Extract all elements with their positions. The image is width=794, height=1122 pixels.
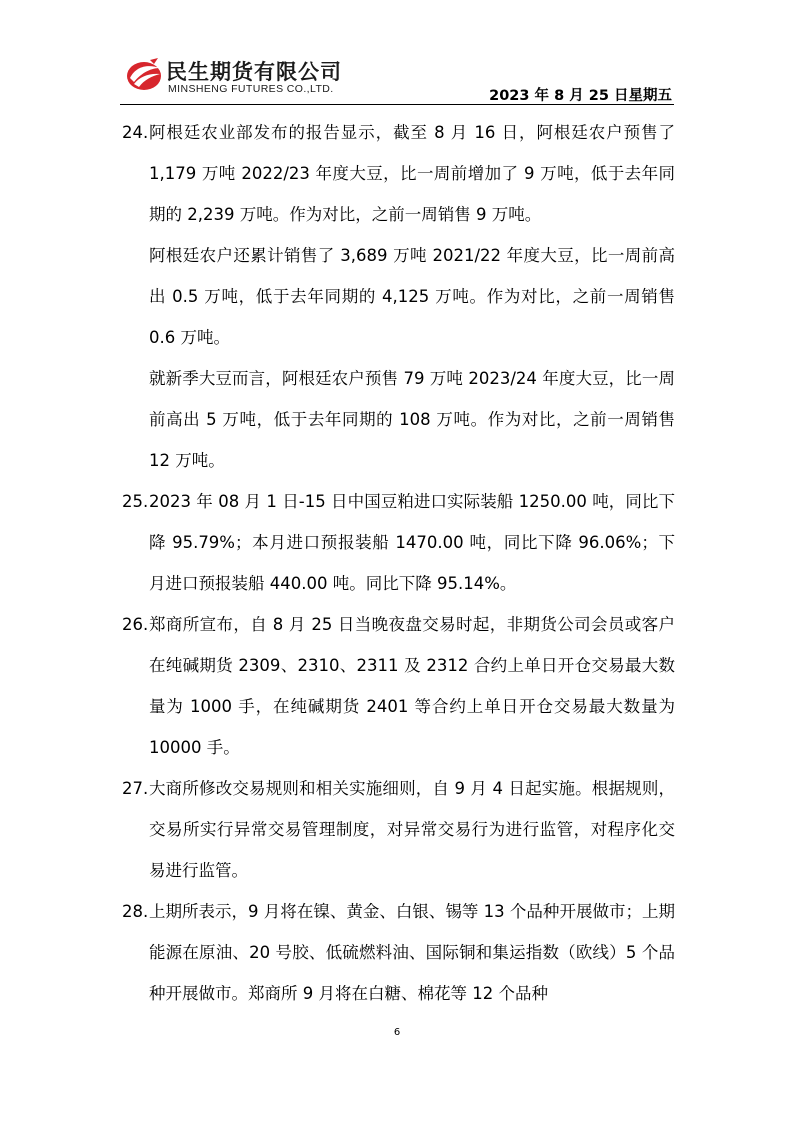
news-item-24 [122,112,675,481]
item-paragraph: 阿根廷农业部发布的报告显示，截至 8 月 16 日，阿根廷农户预售了 1,179 万吨 2022/23 年度大豆，比一周前增加了 9 万吨，低于去年同期的 2,239 万吨。作为对比，之前一周销售 9 万吨。 [149,123,675,224]
item-paragraph: 郑商所宣布，自 8 月 25 日当晚夜盘交易时起，非期货公司会员或客户在纯碱期货 2309、2310、2311 及 2312 合约上单日开仓交易最大数量为 1000 手，在纯碱期货 2401 等合约上单日开仓交易最大数量为 10000 手。 [149,615,675,757]
news-item-26 [122,604,675,768]
item-number: 24. [122,123,149,142]
item-number: 28. [122,902,149,921]
item-number: 26. [122,615,149,634]
header-divider [120,104,674,105]
item-paragraph: 阿根廷农户还累计销售了 3,689 万吨 2021/22 年度大豆，比一周前高出 0.5 万吨，低于去年同期的 4,125 万吨。作为对比，之前一周销售 0.6 万吨。 [149,246,675,347]
news-item-25 [122,481,675,604]
item-paragraph: 2023 年 08 月 1 日-15 日中国豆粕进口实际装船 1250.00 吨，同比下降 95.79%；本月进口预报装船 1470.00 吨，同比下降 96.06%；下月进口预报装船 440.00 吨。同比下降 95.14%。 [149,492,675,593]
company-logo [124,54,374,100]
report-date: 2023 年 8 月 25 日星期五 [489,88,672,104]
item-paragraph: 就新季大豆而言，阿根廷农户预售 79 万吨 2023/24 年度大豆，比一周前高出 5 万吨，低于去年同期的 108 万吨。作为对比，之前一周销售 12 万吨。 [149,369,675,470]
news-item-27 [122,768,675,891]
item-number: 27. [122,779,149,798]
company-name-cn: 民生期货有限公司 [166,60,342,84]
news-list [122,112,675,1014]
item-paragraph: 大商所修改交易规则和相关实施细则，自 9 月 4 日起实施。根据规则，交易所实行异常交易管理制度，对异常交易行为进行监管，对程序化交易进行监管。 [149,779,675,880]
item-paragraph: 上期所表示，9 月将在镍、黄金、白银、锡等 13 个品种开展做市；上期能源在原油、20 号胶、低硫燃料油、国际铜和集运指数（欧线）5 个品种开展做市。郑商所 9 月将在白糖、棉花等 12 个品种 [149,902,675,1003]
minsheng-logo-icon [124,54,164,94]
page-number: 6 [393,1027,401,1038]
company-name-en: MINSHENG FUTURES CO.,LTD. [168,83,334,95]
item-number: 25. [122,492,149,511]
news-item-28 [122,891,675,1014]
page-header [0,0,794,106]
